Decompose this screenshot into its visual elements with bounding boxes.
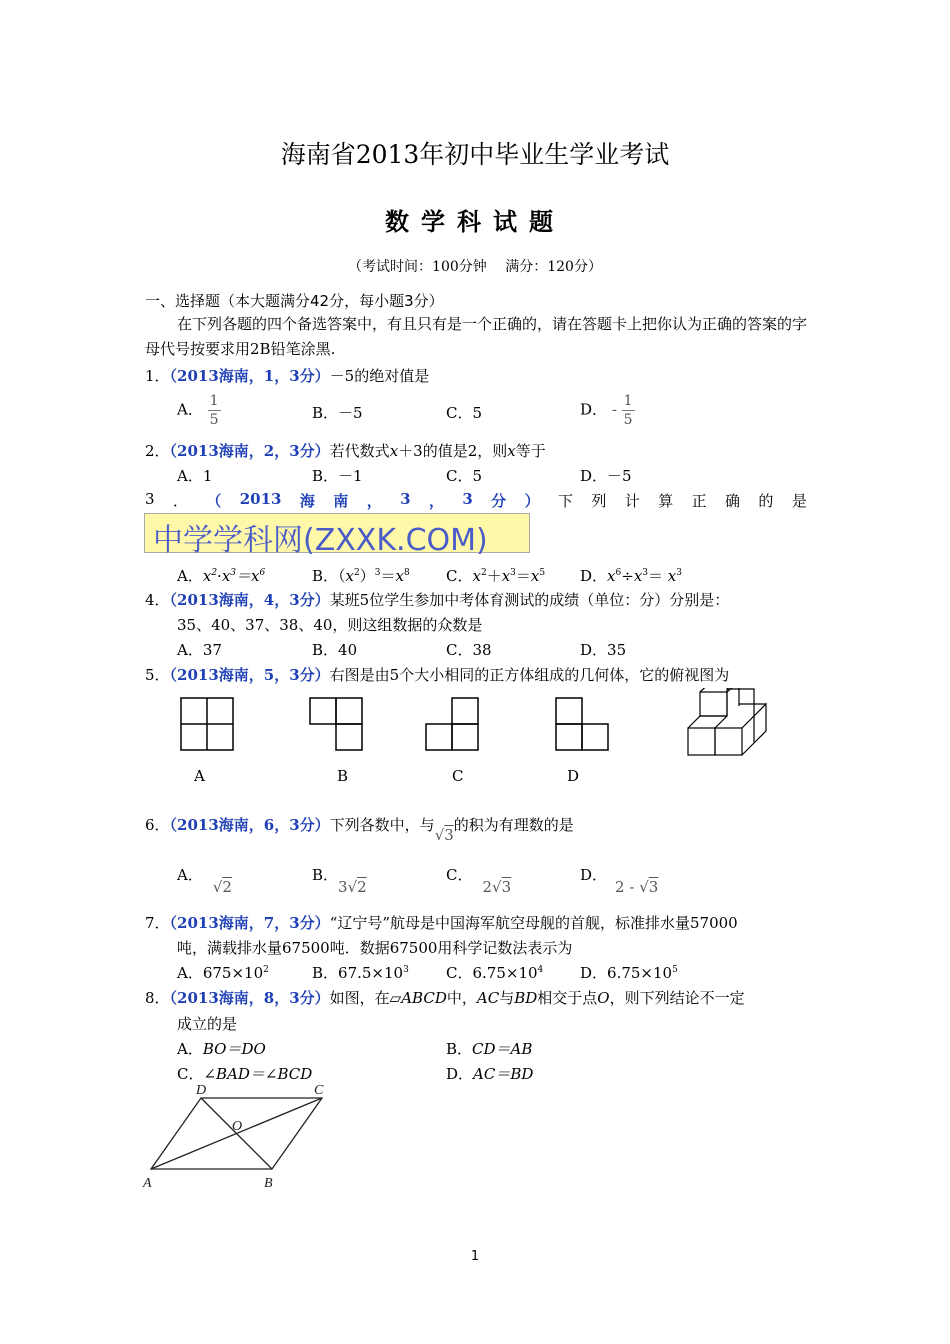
denominator: 5 <box>209 412 219 428</box>
coefficient: 3 <box>338 878 348 896</box>
sqrt-expression: √3 <box>434 826 454 844</box>
tag-char: 3 <box>400 490 411 508</box>
q2-option-a[interactable]: A．1 <box>177 467 213 485</box>
q5-label-b: B <box>337 767 349 785</box>
question-4-line2: 35、40、37、38、40，则这组数据的众数是 <box>177 616 483 634</box>
exam-subtitle: 数学科试题 <box>385 207 565 236</box>
q5-figures <box>170 688 790 768</box>
question-source-tag: （2013海南，8，3分） <box>169 989 330 1007</box>
tag-char: （ <box>206 492 222 510</box>
watermark-text: 中学学科网(ZXXK.COM) <box>153 523 488 558</box>
coefficient: 2 <box>482 878 493 896</box>
q8-option-b[interactable] <box>446 1038 532 1059</box>
numerator: 1 <box>209 393 219 409</box>
watermark-banner <box>144 513 530 558</box>
variable: AC <box>476 989 500 1007</box>
option-label: B． <box>312 866 339 884</box>
question-5 <box>145 664 729 685</box>
question-source-tag: （2013海南，2，3分） <box>169 442 330 460</box>
cube-solid-figure <box>688 688 766 755</box>
option-label: D． <box>580 400 608 419</box>
option-text: A．675×10 <box>177 964 264 982</box>
vertex-label-d: D <box>196 1083 207 1098</box>
question-text: －5的绝对值是 <box>329 367 430 385</box>
q5-option-b-figure[interactable] <box>310 698 362 750</box>
question-number: 2． <box>145 442 170 460</box>
fraction <box>208 392 221 429</box>
q3-option-d[interactable] <box>580 565 682 586</box>
question-number: 1． <box>145 367 170 385</box>
option-label: A． <box>177 866 203 884</box>
q7-option-c[interactable] <box>446 962 543 983</box>
radicand: 2 <box>222 878 232 896</box>
expression: CD＝AB <box>472 1040 533 1058</box>
q1-option-a[interactable] <box>177 392 221 429</box>
q1-option-b[interactable]: B．－5 <box>312 404 363 422</box>
question-3 <box>145 490 807 511</box>
tag-char: 分 <box>491 492 507 510</box>
question-char: 计 <box>624 492 640 510</box>
expression: BO＝DO <box>202 1040 266 1058</box>
question-text: ＋3的值是2，则 <box>398 442 508 460</box>
radicand: 3 <box>648 878 659 896</box>
question-number: 4． <box>145 591 170 609</box>
q7-option-a[interactable] <box>177 962 269 983</box>
sqrt-expression: 2 - √3 <box>615 878 659 896</box>
tag-char: ， <box>428 492 444 510</box>
sqrt-expression: √2 <box>212 878 232 896</box>
question-text: 下列各数中，与 <box>329 816 435 834</box>
question-source-tag: （2013海南，4，3分） <box>169 591 330 609</box>
exam-title: 海南省2013年初中毕业生学业考试 <box>280 140 670 169</box>
question-2 <box>145 440 546 461</box>
variable: O <box>597 989 610 1007</box>
vertex-label-c: C <box>314 1083 324 1098</box>
q1-option-c[interactable]: C．5 <box>446 404 483 422</box>
q2-option-b[interactable]: B．－1 <box>312 467 363 485</box>
question-char: 下 <box>557 492 573 510</box>
q7-option-b[interactable] <box>312 962 409 983</box>
option-text: B．67.5×10 <box>312 964 404 982</box>
tag-char: 南 <box>333 492 349 510</box>
question-text: 与 <box>499 989 515 1007</box>
question-text: “辽宁号”航母是中国海军航空母舰的首舰，标准排水量57000 <box>329 914 738 932</box>
q4-option-c[interactable]: C．38 <box>446 641 492 659</box>
option-label: D． <box>580 567 608 585</box>
parallelogram-figure <box>140 1080 340 1195</box>
option-label: A． <box>177 400 203 419</box>
vertex-label-a: A <box>143 1176 152 1191</box>
q6-option-d[interactable] <box>580 864 659 896</box>
variable: x <box>507 442 516 460</box>
sqrt-expression: 3√2 <box>338 878 367 896</box>
q5-label-c: C <box>452 767 464 785</box>
option-label: D． <box>446 1065 474 1083</box>
question-text: 等于 <box>515 442 546 460</box>
option-label: C． <box>446 567 473 585</box>
point-label-o: O <box>232 1119 243 1134</box>
option-text: D．6.75×10 <box>580 964 673 982</box>
q5-option-a-figure[interactable] <box>181 698 233 750</box>
section-heading: 一、选择题（本大题满分42分，每小题3分） <box>145 292 444 310</box>
question-6 <box>145 814 574 844</box>
tag-char: 3 <box>462 490 473 508</box>
question-source-tag: （2013海南，7，3分） <box>169 914 330 932</box>
tag-char: ， <box>366 492 382 510</box>
q5-option-c-figure[interactable] <box>426 698 478 750</box>
q2-option-d[interactable]: D．－5 <box>580 467 632 485</box>
tag-char: ） <box>524 492 540 510</box>
question-char: 确 <box>725 492 741 510</box>
minus-sign: - <box>611 400 617 419</box>
q4-option-a[interactable]: A．37 <box>177 641 222 659</box>
tag-char: 海 <box>299 492 315 510</box>
q6-option-c[interactable] <box>446 864 512 896</box>
question-4 <box>145 589 729 610</box>
vertex-label-b: B <box>264 1176 273 1191</box>
q8-option-a[interactable] <box>177 1038 266 1059</box>
q3-option-b[interactable] <box>312 565 410 586</box>
option-label: A． <box>177 567 203 585</box>
radicand: 3 <box>501 878 512 896</box>
q4-option-b[interactable]: B．40 <box>312 641 358 659</box>
question-text: 右图是由5个大小相同的正方体组成的几何体，它的俯视图为 <box>329 666 730 684</box>
tag-char: 2013 <box>239 490 282 508</box>
exponent: 3 <box>403 965 409 975</box>
exponent: 2 <box>263 965 269 975</box>
q7-option-d[interactable] <box>580 962 678 983</box>
question-text: 相交于点 <box>537 989 598 1007</box>
exam-info: （考试时间：100分钟 满分：120分） <box>348 259 602 275</box>
section-instructions: 在下列各题的四个备选答案中，有且只有是一个正确的，请在答题卡上把你认为正确的答案的字母代号按要求用2B铅笔涂黑. <box>145 315 808 358</box>
variable: x <box>389 442 399 460</box>
variable: BD <box>514 989 538 1007</box>
question-number: 7． <box>145 914 170 932</box>
radicand: 2 <box>357 878 367 896</box>
question-source-tag: （2013海南，6，3分） <box>169 816 330 834</box>
option-label: C． <box>446 866 473 884</box>
expression: $x^2+x^3=x^5$ <box>472 567 546 585</box>
question-7-line2: 吨，满载排水量67500吨．数据67500用科学记数法表示为 <box>177 939 573 957</box>
exponent: 5 <box>672 965 678 975</box>
sqrt-expression: 2√3 <box>482 878 512 896</box>
question-char: 正 <box>691 492 707 510</box>
expression: $x^6\div x^3= x^3$ <box>607 567 682 585</box>
question-number: 8． <box>145 989 170 1007</box>
question-char: 列 <box>591 492 607 510</box>
q6-option-a[interactable] <box>177 864 232 896</box>
option-label: C． <box>177 1065 204 1083</box>
question-source-tag: （2013海南，1，3分） <box>169 367 330 385</box>
page-number: 1 <box>470 1249 480 1264</box>
expression: AC＝BD <box>473 1065 534 1083</box>
fraction <box>622 392 635 429</box>
q2-option-c[interactable]: C．5 <box>446 467 483 485</box>
question-text: 如图，在▱ <box>329 989 402 1007</box>
question-8-line2: 成立的是 <box>177 1015 238 1033</box>
option-label: D． <box>580 866 608 884</box>
question-char: 是 <box>791 492 807 510</box>
expression: $x^2\cdot x^3=x^6$ <box>202 567 266 585</box>
q3-option-a[interactable] <box>177 565 265 586</box>
q6-option-b[interactable] <box>312 864 367 896</box>
question-source-tag: （2013海南，5，3分） <box>169 666 330 684</box>
option-label: B． <box>446 1040 473 1058</box>
question-1 <box>145 365 429 386</box>
question-text: 的积为有理数的是 <box>453 816 574 834</box>
question-dot: ． <box>172 492 188 510</box>
q5-label-d: D <box>567 767 580 785</box>
question-char: 的 <box>758 492 774 510</box>
question-text: 中， <box>446 989 477 1007</box>
question-text: 某班5位学生参加中考体育测试的成绩（单位：分）分别是： <box>329 591 730 609</box>
q5-label-a: A <box>194 767 205 785</box>
numerator: 1 <box>623 393 633 409</box>
question-number: 6． <box>145 816 170 834</box>
q5-option-d-figure[interactable] <box>556 698 608 750</box>
q1-option-d[interactable] <box>580 392 635 429</box>
question-text: 若代数式 <box>329 442 390 460</box>
question-8 <box>145 987 745 1008</box>
question-text: ，则下列结论不一定 <box>609 989 745 1007</box>
question-number: 5． <box>145 666 170 684</box>
q8-option-d[interactable] <box>446 1063 533 1084</box>
radicand: 3 <box>444 826 454 844</box>
expression: ∠BAD＝∠BCD <box>203 1065 313 1083</box>
question-char: 算 <box>658 492 674 510</box>
option-label: A． <box>177 1040 203 1058</box>
q3-option-c[interactable] <box>446 565 545 586</box>
question-7 <box>145 912 738 933</box>
option-label: B． <box>312 567 339 585</box>
option-text: C．6.75×10 <box>446 964 538 982</box>
variable: ABCD <box>401 989 447 1007</box>
expression: $(x^2)^3=x^8$ <box>338 567 410 585</box>
expression-prefix: 2 - <box>615 878 635 896</box>
denominator: 5 <box>623 412 633 428</box>
q4-option-d[interactable]: D．35 <box>580 641 627 659</box>
question-number: 3 <box>145 490 155 508</box>
exponent: 4 <box>537 965 544 975</box>
